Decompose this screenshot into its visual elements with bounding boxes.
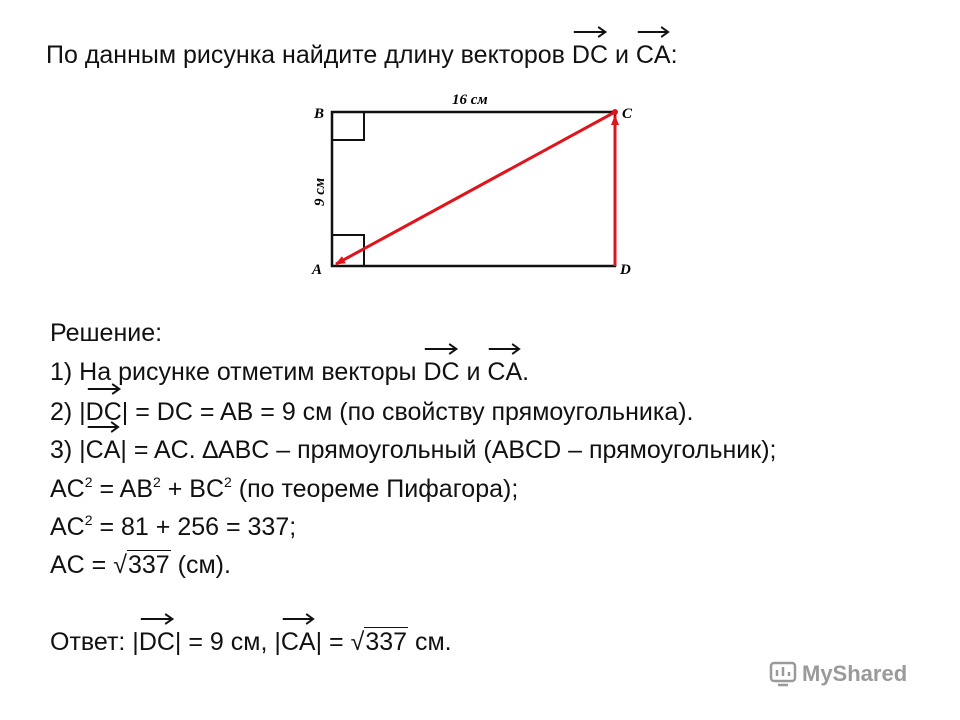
label-b: B (314, 106, 325, 122)
top-side-length: 16 см (452, 92, 488, 108)
solution-line-1: 1) На рисунке отметим векторы DC и CA. (50, 357, 529, 387)
square-root: √337 (350, 628, 408, 656)
vector-arrow-icon (86, 419, 121, 433)
square-root: √337 (113, 551, 170, 579)
vector-arrow-icon (86, 381, 122, 395)
solution-line-4: $AC^2 = AB^2 + BC^2$ (по теореме Пифагора); (50, 474, 519, 503)
vector-arrow-icon (423, 341, 459, 355)
watermark-text: MyShared (802, 661, 908, 686)
left-side-length: 9 см (312, 177, 328, 206)
vector-ca: CA (636, 40, 671, 70)
vector-dc: DC (139, 627, 175, 657)
myshared-logo-icon (771, 663, 795, 685)
triangle-symbol: ∆ (202, 436, 218, 464)
vector-ca: CA (86, 435, 121, 465)
myshared-watermark (768, 658, 938, 688)
vector-dc: DC (86, 397, 122, 427)
vector-arrow-icon (139, 611, 175, 625)
right-angle-mark-b (332, 112, 364, 140)
rectangle-diagram (300, 90, 660, 290)
label-d: D (620, 262, 631, 278)
answer-line: Ответ: | DC| = 9 см, | CA| = √337 см. (50, 627, 452, 657)
vector-ca-arrow (336, 112, 615, 264)
vector-arrow-icon (487, 341, 522, 355)
vector-ca: CA (281, 627, 316, 657)
vector-dc: DC (423, 357, 459, 387)
label-c: C (622, 106, 633, 122)
solution-line-5: $AC^2 = 81 + 256 = 337$; (50, 512, 297, 541)
vector-arrow-icon (281, 611, 316, 625)
vector-arrow-icon (636, 24, 671, 38)
point-c (612, 109, 618, 115)
vector-dc: DC (572, 40, 608, 70)
solution-heading: Решение: (50, 319, 163, 347)
vector-arrow-icon (572, 24, 608, 38)
vector-ca: CA (487, 357, 522, 387)
solution-line-2: 2) | DC| = DC = AB = 9 см (по свойству прямоугольника). (50, 397, 694, 427)
label-a: A (312, 262, 323, 278)
solution-line-3: 3) | CA| = AC. ∆ABC – прямоугольный (ABCD – прямоугольник); (50, 435, 776, 465)
task-title: По данным рисунка найдите длину векторов DC и CA: (46, 40, 678, 70)
solution-line-6: AC = √337 (см). (50, 551, 231, 579)
